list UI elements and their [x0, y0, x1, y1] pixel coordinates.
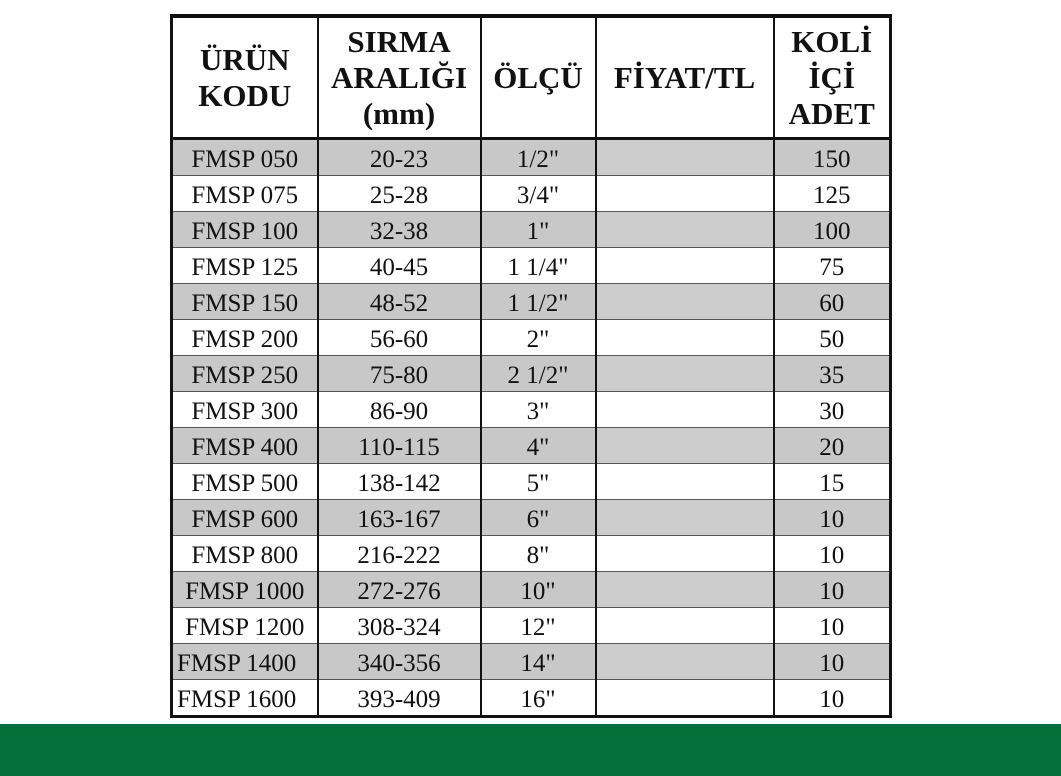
cell-price: [596, 356, 774, 392]
cell-size: 1/2": [481, 139, 596, 176]
cell-product-code: FMSP 200: [172, 320, 318, 356]
table-row: [172, 320, 891, 356]
table-row: [172, 644, 891, 680]
cell-size: 10": [481, 572, 596, 608]
cell-product-code: FMSP 125: [172, 248, 318, 284]
cell-box-quantity: 10: [774, 644, 891, 680]
cell-product-code: FMSP 1200: [172, 608, 318, 644]
header-product-code: ÜRÜN KODU: [172, 16, 318, 139]
cell-size: 1": [481, 212, 596, 248]
cell-box-quantity: 10: [774, 608, 891, 644]
cell-price: [596, 392, 774, 428]
cell-clamp-range: 216-222: [318, 536, 481, 572]
cell-product-code: FMSP 1000: [172, 572, 318, 608]
cell-price: [596, 500, 774, 536]
cell-size: 3": [481, 392, 596, 428]
cell-size: 4": [481, 428, 596, 464]
header-box-quantity: KOLİ İÇİ ADET: [774, 16, 891, 139]
table-row: [172, 464, 891, 500]
cell-clamp-range: 20-23: [318, 139, 481, 176]
cell-product-code: FMSP 250: [172, 356, 318, 392]
cell-clamp-range: 40-45: [318, 248, 481, 284]
header-clamp-range: SIRMA ARALIĞI (mm): [318, 16, 481, 139]
cell-size: 2 1/2": [481, 356, 596, 392]
cell-size: 8": [481, 536, 596, 572]
cell-size: 1 1/2": [481, 284, 596, 320]
cell-box-quantity: 10: [774, 500, 891, 536]
cell-clamp-range: 75-80: [318, 356, 481, 392]
cell-clamp-range: 32-38: [318, 212, 481, 248]
cell-size: 1 1/4": [481, 248, 596, 284]
footer-bar: [0, 724, 1061, 776]
cell-product-code: FMSP 300: [172, 392, 318, 428]
table-row: [172, 176, 891, 212]
table-row: [172, 572, 891, 608]
table-row: [172, 392, 891, 428]
cell-product-code: FMSP 1600: [172, 680, 318, 717]
cell-price: [596, 572, 774, 608]
cell-price: [596, 284, 774, 320]
cell-box-quantity: 35: [774, 356, 891, 392]
cell-box-quantity: 100: [774, 212, 891, 248]
price-table-container: [170, 14, 889, 718]
table-row: [172, 500, 891, 536]
cell-product-code: FMSP 1400: [172, 644, 318, 680]
cell-size: 3/4": [481, 176, 596, 212]
header-size: ÖLÇÜ: [481, 16, 596, 139]
cell-price: [596, 320, 774, 356]
cell-clamp-range: 48-52: [318, 284, 481, 320]
cell-clamp-range: 110-115: [318, 428, 481, 464]
cell-product-code: FMSP 075: [172, 176, 318, 212]
cell-product-code: FMSP 600: [172, 500, 318, 536]
cell-size: 6": [481, 500, 596, 536]
cell-product-code: FMSP 400: [172, 428, 318, 464]
cell-box-quantity: 10: [774, 572, 891, 608]
table-row: [172, 248, 891, 284]
cell-clamp-range: 86-90: [318, 392, 481, 428]
header-price: FİYAT/TL: [596, 16, 774, 139]
table-row: [172, 284, 891, 320]
cell-size: 5": [481, 464, 596, 500]
cell-price: [596, 176, 774, 212]
cell-clamp-range: 56-60: [318, 320, 481, 356]
cell-box-quantity: 15: [774, 464, 891, 500]
table-row: [172, 536, 891, 572]
cell-box-quantity: 20: [774, 428, 891, 464]
cell-box-quantity: 75: [774, 248, 891, 284]
table-header-row: [172, 16, 891, 139]
table-row: [172, 139, 891, 176]
cell-box-quantity: 30: [774, 392, 891, 428]
cell-product-code: FMSP 150: [172, 284, 318, 320]
cell-price: [596, 428, 774, 464]
cell-product-code: FMSP 800: [172, 536, 318, 572]
cell-box-quantity: 125: [774, 176, 891, 212]
cell-clamp-range: 308-324: [318, 608, 481, 644]
cell-price: [596, 608, 774, 644]
table-row: [172, 428, 891, 464]
cell-price: [596, 139, 774, 176]
cell-box-quantity: 10: [774, 680, 891, 717]
table-row: [172, 356, 891, 392]
table-row: [172, 212, 891, 248]
table-row: [172, 680, 891, 717]
cell-product-code: FMSP 500: [172, 464, 318, 500]
cell-box-quantity: 60: [774, 284, 891, 320]
cell-box-quantity: 150: [774, 139, 891, 176]
cell-product-code: FMSP 050: [172, 139, 318, 176]
cell-clamp-range: 393-409: [318, 680, 481, 717]
cell-price: [596, 212, 774, 248]
cell-size: 16": [481, 680, 596, 717]
cell-price: [596, 536, 774, 572]
cell-price: [596, 680, 774, 717]
cell-size: 14": [481, 644, 596, 680]
cell-box-quantity: 50: [774, 320, 891, 356]
cell-size: 12": [481, 608, 596, 644]
price-table: [170, 14, 892, 718]
cell-clamp-range: 25-28: [318, 176, 481, 212]
cell-box-quantity: 10: [774, 536, 891, 572]
cell-price: [596, 248, 774, 284]
table-row: [172, 608, 891, 644]
cell-product-code: FMSP 100: [172, 212, 318, 248]
cell-price: [596, 464, 774, 500]
cell-clamp-range: 272-276: [318, 572, 481, 608]
table-body: [172, 139, 891, 717]
cell-size: 2": [481, 320, 596, 356]
cell-clamp-range: 138-142: [318, 464, 481, 500]
cell-clamp-range: 163-167: [318, 500, 481, 536]
cell-clamp-range: 340-356: [318, 644, 481, 680]
cell-price: [596, 644, 774, 680]
